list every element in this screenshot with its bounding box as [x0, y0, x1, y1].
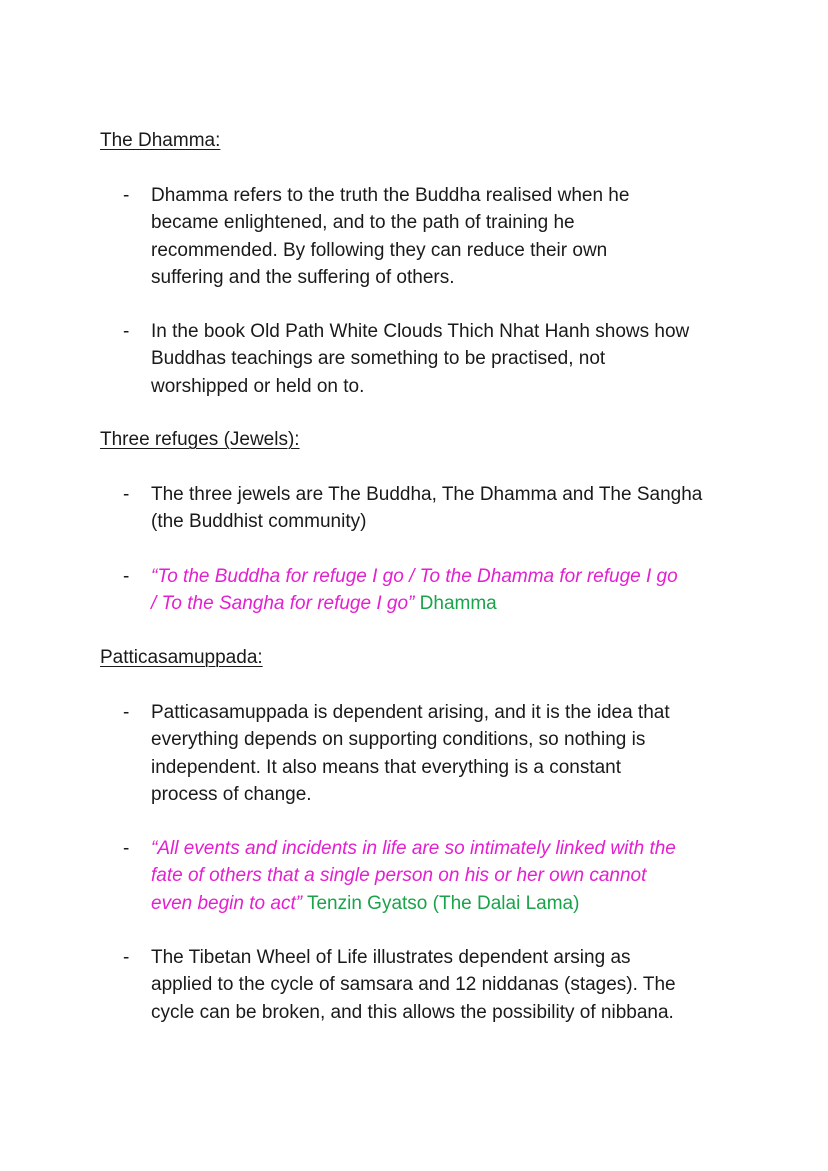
text-line: Patticasamuppada is dependent arising, and it is the idea that [151, 702, 670, 723]
text-line: Dhamma refers to the truth the Buddha realised when he [151, 185, 630, 206]
text-line: Buddhas teachings are something to be practised, not [151, 348, 606, 370]
text-line: applied to the cycle of samsara and 12 niddanas (stages). The [151, 974, 676, 996]
text-line: became enlightened, and to the path of training he [151, 212, 575, 234]
bullet-text [151, 182, 743, 291]
bullet-wheel-of-life [123, 944, 743, 1026]
bullet-text [151, 699, 743, 808]
quote-line: even begin to act” [151, 892, 303, 914]
bullet-dash: - [123, 321, 130, 342]
text-line: process of change. [151, 783, 312, 805]
bullet-dash: - [123, 185, 130, 206]
bullet-text [151, 481, 743, 536]
quote-line: “To the Buddha for refuge I go / To the Dhamma for refuge I go [151, 566, 678, 587]
text-line: The Tibetan Wheel of Life illustrates dependent arsing as [151, 947, 631, 968]
bullet-text [151, 318, 743, 400]
bullet-dash: - [123, 484, 130, 505]
text-line: (the Buddhist community) [151, 511, 367, 533]
text-line: independent. It also means that everything is a constant [151, 756, 622, 778]
text-line: worshipped or held on to. [151, 375, 365, 397]
bullet-dash: - [123, 947, 130, 968]
bullet-text [151, 835, 743, 917]
bullet-three-jewels [123, 481, 743, 536]
bullet-dash: - [123, 702, 130, 723]
text-line: recommended. By following they can reduce their own [151, 239, 608, 261]
text-line: suffering and the suffering of others. [151, 266, 455, 288]
text-line: In the book Old Path White Clouds Thich Nhat Hanh shows how [151, 321, 690, 342]
quote-source: Tenzin Gyatso (The Dalai Lama) [306, 892, 580, 914]
bullet-dependent-arising [123, 699, 743, 808]
quote-line: fate of others that a single person on his or her own cannot [151, 865, 647, 887]
bullet-old-path-white-clouds [123, 318, 743, 400]
bullet-dash: - [123, 838, 130, 859]
quote-line: “All events and incidents in life are so intimately linked with the [151, 838, 676, 859]
text-line: cycle can be broken, and this allows the possibility of nibbana. [151, 1001, 674, 1023]
bullet-text [151, 563, 743, 618]
quote-line: / To the Sangha for refuge I go” [151, 593, 415, 615]
bullet-dhamma-definition [123, 182, 743, 291]
bullet-dalai-lama-quote [123, 835, 743, 917]
text-line: The three jewels are The Buddha, The Dhamma and The Sangha [151, 484, 703, 505]
bullet-text [151, 944, 743, 1026]
bullet-refuge-quote [123, 563, 743, 618]
heading-three-refuges: Three refuges (Jewels): [100, 429, 300, 450]
bullet-dash: - [123, 566, 130, 587]
text-line: everything depends on supporting conditions, so nothing is [151, 729, 646, 751]
quote-source: Dhamma [419, 593, 497, 615]
heading-patticasamuppada: Patticasamuppada: [100, 647, 263, 668]
heading-the-dhamma: The Dhamma: [100, 130, 221, 151]
